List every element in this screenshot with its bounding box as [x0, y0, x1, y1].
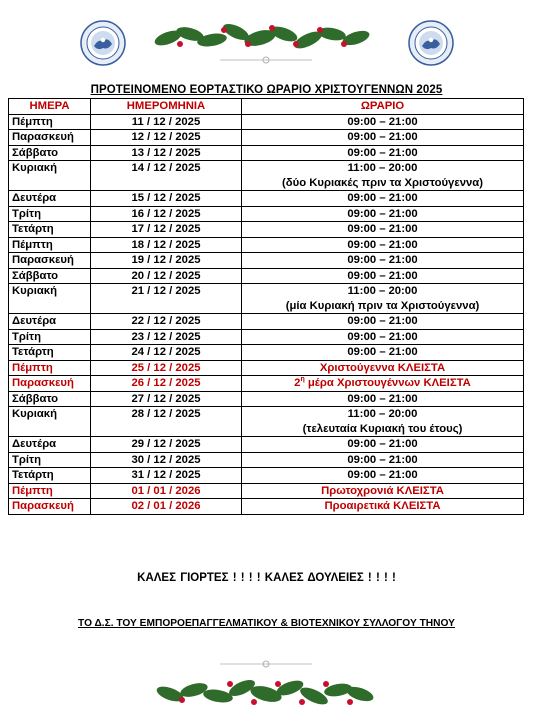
row-day: Τετάρτη	[9, 222, 91, 238]
hours-text: 09:00 – 21:00	[347, 346, 418, 358]
table-row	[9, 468, 524, 484]
column-header-date: ΗΜΕΡΟΜΗΝΙΑ	[91, 99, 242, 115]
hours-text: 09:00 – 21:00	[347, 146, 418, 159]
row-hours	[242, 407, 524, 437]
table-row	[9, 191, 524, 207]
hours-note: (τελευταία Κυριακή του έτους)	[302, 422, 463, 435]
row-date: 18 / 12 / 2025	[91, 237, 242, 253]
row-date: 17 / 12 / 2025	[91, 222, 242, 238]
row-hours	[242, 499, 524, 515]
row-hours	[242, 161, 524, 191]
hours-text: 09:00 – 21:00	[347, 207, 418, 220]
table-row	[9, 437, 524, 453]
row-date: 31 / 12 / 2025	[91, 468, 242, 484]
row-date: 12 / 12 / 2025	[91, 130, 242, 146]
row-date: 20 / 12 / 2025	[91, 268, 242, 284]
hours-text: 09:00 – 21:00	[347, 269, 418, 282]
hours-text: 09:00 – 21:00	[347, 330, 418, 343]
row-date: 19 / 12 / 2025	[91, 253, 242, 269]
column-header-day: ΗΜΕΡΑ	[9, 99, 91, 115]
table-row	[9, 452, 524, 468]
row-date: 24 / 12 / 2025	[91, 345, 242, 361]
association-seal-icon	[80, 20, 126, 66]
table-row	[9, 206, 524, 222]
row-day: Παρασκευή	[9, 499, 91, 515]
row-day: Πέμπτη	[9, 360, 91, 376]
table-row	[9, 130, 524, 146]
row-day: Τρίτη	[9, 452, 91, 468]
schedule-table	[8, 98, 524, 515]
hours-text: Προαιρετικά ΚΛΕΙΣΤΑ	[324, 500, 441, 512]
row-day: Πέμπτη	[9, 237, 91, 253]
row-hours	[242, 191, 524, 207]
table-row	[9, 407, 524, 437]
table-row	[9, 253, 524, 269]
row-date: 26 / 12 / 2025	[91, 376, 242, 392]
hours-text: 09:00 – 21:00	[347, 315, 418, 327]
table-row	[9, 345, 524, 361]
row-day: Πέμπτη	[9, 114, 91, 130]
row-hours	[242, 253, 524, 269]
hours-text: 09:00 – 21:00	[347, 238, 418, 251]
hours-text: 09:00 – 21:00	[347, 115, 418, 128]
row-date: 11 / 12 / 2025	[91, 114, 242, 130]
row-day: Πέμπτη	[9, 483, 91, 499]
table-row	[9, 329, 524, 345]
row-hours	[242, 114, 524, 130]
row-day: Τετάρτη	[9, 468, 91, 484]
row-hours	[242, 437, 524, 453]
table-row	[9, 314, 524, 330]
hours-text: 11:00 – 20:00	[347, 408, 418, 420]
row-date: 25 / 12 / 2025	[91, 360, 242, 376]
row-day: Παρασκευή	[9, 376, 91, 392]
table-row	[9, 145, 524, 161]
row-day: Κυριακή	[9, 284, 91, 314]
row-hours	[242, 483, 524, 499]
row-date: 27 / 12 / 2025	[91, 391, 242, 407]
hours-note: (μία Κυριακή πριν τα Χριστούγεννα)	[285, 299, 480, 312]
table-row	[9, 268, 524, 284]
row-day: Τετάρτη	[9, 345, 91, 361]
holiday-wishes: ΚΑΛΕΣ ΓΙΟΡΤΕΣ ! ! ! ! ΚΑΛΕΣ ΔΟΥΛΕΙΕΣ ! ! ! !	[137, 572, 396, 584]
table-row	[9, 161, 524, 191]
row-hours	[242, 145, 524, 161]
row-day: Κυριακή	[9, 161, 91, 191]
row-day: Δευτέρα	[9, 314, 91, 330]
hours-text: 09:00 – 21:00	[347, 453, 418, 466]
column-header-hours: ΩΡΑΡΙΟ	[242, 99, 524, 115]
table-row	[9, 222, 524, 238]
table-row	[9, 483, 524, 499]
row-day: Τρίτη	[9, 329, 91, 345]
row-hours	[242, 376, 524, 392]
association-seal-icon	[408, 20, 454, 66]
table-row	[9, 376, 524, 392]
hours-ordinal-suffix: η	[300, 376, 305, 384]
row-day: Κυριακή	[9, 407, 91, 437]
row-hours	[242, 468, 524, 484]
hours-text: 09:00 – 21:00	[347, 469, 418, 481]
table-row	[9, 499, 524, 515]
row-date: 21 / 12 / 2025	[91, 284, 242, 314]
row-hours	[242, 391, 524, 407]
hours-note: (δύο Κυριακές πριν τα Χριστούγεννα)	[282, 176, 483, 189]
row-day: Σάββατο	[9, 268, 91, 284]
row-date: 01 / 01 / 2026	[91, 483, 242, 499]
table-row	[9, 114, 524, 130]
row-date: 13 / 12 / 2025	[91, 145, 242, 161]
row-day: Δευτέρα	[9, 191, 91, 207]
hours-text: 09:00 – 21:00	[347, 223, 418, 235]
row-hours	[242, 284, 524, 314]
row-hours	[242, 314, 524, 330]
row-hours	[242, 360, 524, 376]
hours-text: 11:00 – 20:00	[347, 285, 418, 297]
row-hours	[242, 222, 524, 238]
hours-text: 09:00 – 21:00	[347, 131, 418, 143]
table-row	[9, 391, 524, 407]
row-day: Σάββατο	[9, 391, 91, 407]
row-hours	[242, 237, 524, 253]
hours-text: Πρωτοχρονιά ΚΛΕΙΣΤΑ	[321, 484, 444, 497]
holly-garland-icon	[150, 658, 382, 714]
board-signature: ΤΟ Δ.Σ. ΤΟΥ ΕΜΠΟΡΟΕΠΑΓΓΕΛΜΑΤΙΚΟΥ & ΒΙΟΤΕΧΝΙΚΟΥ ΣΥΛΛΟΓΟΥ ΤΗΝΟΥ	[78, 618, 455, 629]
row-day: Σάββατο	[9, 145, 91, 161]
row-hours	[242, 345, 524, 361]
row-day: Δευτέρα	[9, 437, 91, 453]
table-row	[9, 284, 524, 314]
row-hours	[242, 329, 524, 345]
table-row	[9, 237, 524, 253]
holly-garland-icon	[150, 16, 382, 68]
row-day: Παρασκευή	[9, 130, 91, 146]
row-hours	[242, 268, 524, 284]
page-title: ΠΡΟΤΕΙΝΟΜΕΝΟ ΕΟΡΤΑΣΤΙΚΟ ΩΡΑΡΙΟ ΧΡΙΣΤΟΥΓΕΝΝΩΝ 2025	[90, 84, 443, 96]
hours-text: 09:00 – 21:00	[347, 392, 418, 405]
hours-text: 11:00 – 20:00	[347, 162, 418, 174]
row-date: 15 / 12 / 2025	[91, 191, 242, 207]
hours-text: μέρα Χριστουγέννων ΚΛΕΙΣΤΑ	[304, 377, 471, 389]
row-date: 30 / 12 / 2025	[91, 452, 242, 468]
row-date: 14 / 12 / 2025	[91, 161, 242, 191]
row-date: 22 / 12 / 2025	[91, 314, 242, 330]
row-hours	[242, 130, 524, 146]
row-date: 23 / 12 / 2025	[91, 329, 242, 345]
row-hours	[242, 452, 524, 468]
row-hours	[242, 206, 524, 222]
hours-ordinal-number: 2	[294, 377, 301, 389]
hours-text: 09:00 – 21:00	[347, 438, 418, 450]
hours-text: 09:00 – 21:00	[347, 192, 418, 204]
table-header-row	[9, 99, 524, 115]
row-day: Παρασκευή	[9, 253, 91, 269]
row-date: 29 / 12 / 2025	[91, 437, 242, 453]
table-row	[9, 360, 524, 376]
row-day: Τρίτη	[9, 206, 91, 222]
hours-text: 09:00 – 21:00	[347, 254, 418, 266]
row-date: 16 / 12 / 2025	[91, 206, 242, 222]
row-date: 02 / 01 / 2026	[91, 499, 242, 515]
row-date: 28 / 12 / 2025	[91, 407, 242, 437]
hours-text: Χριστούγεννα ΚΛΕΙΣΤΑ	[319, 361, 446, 374]
